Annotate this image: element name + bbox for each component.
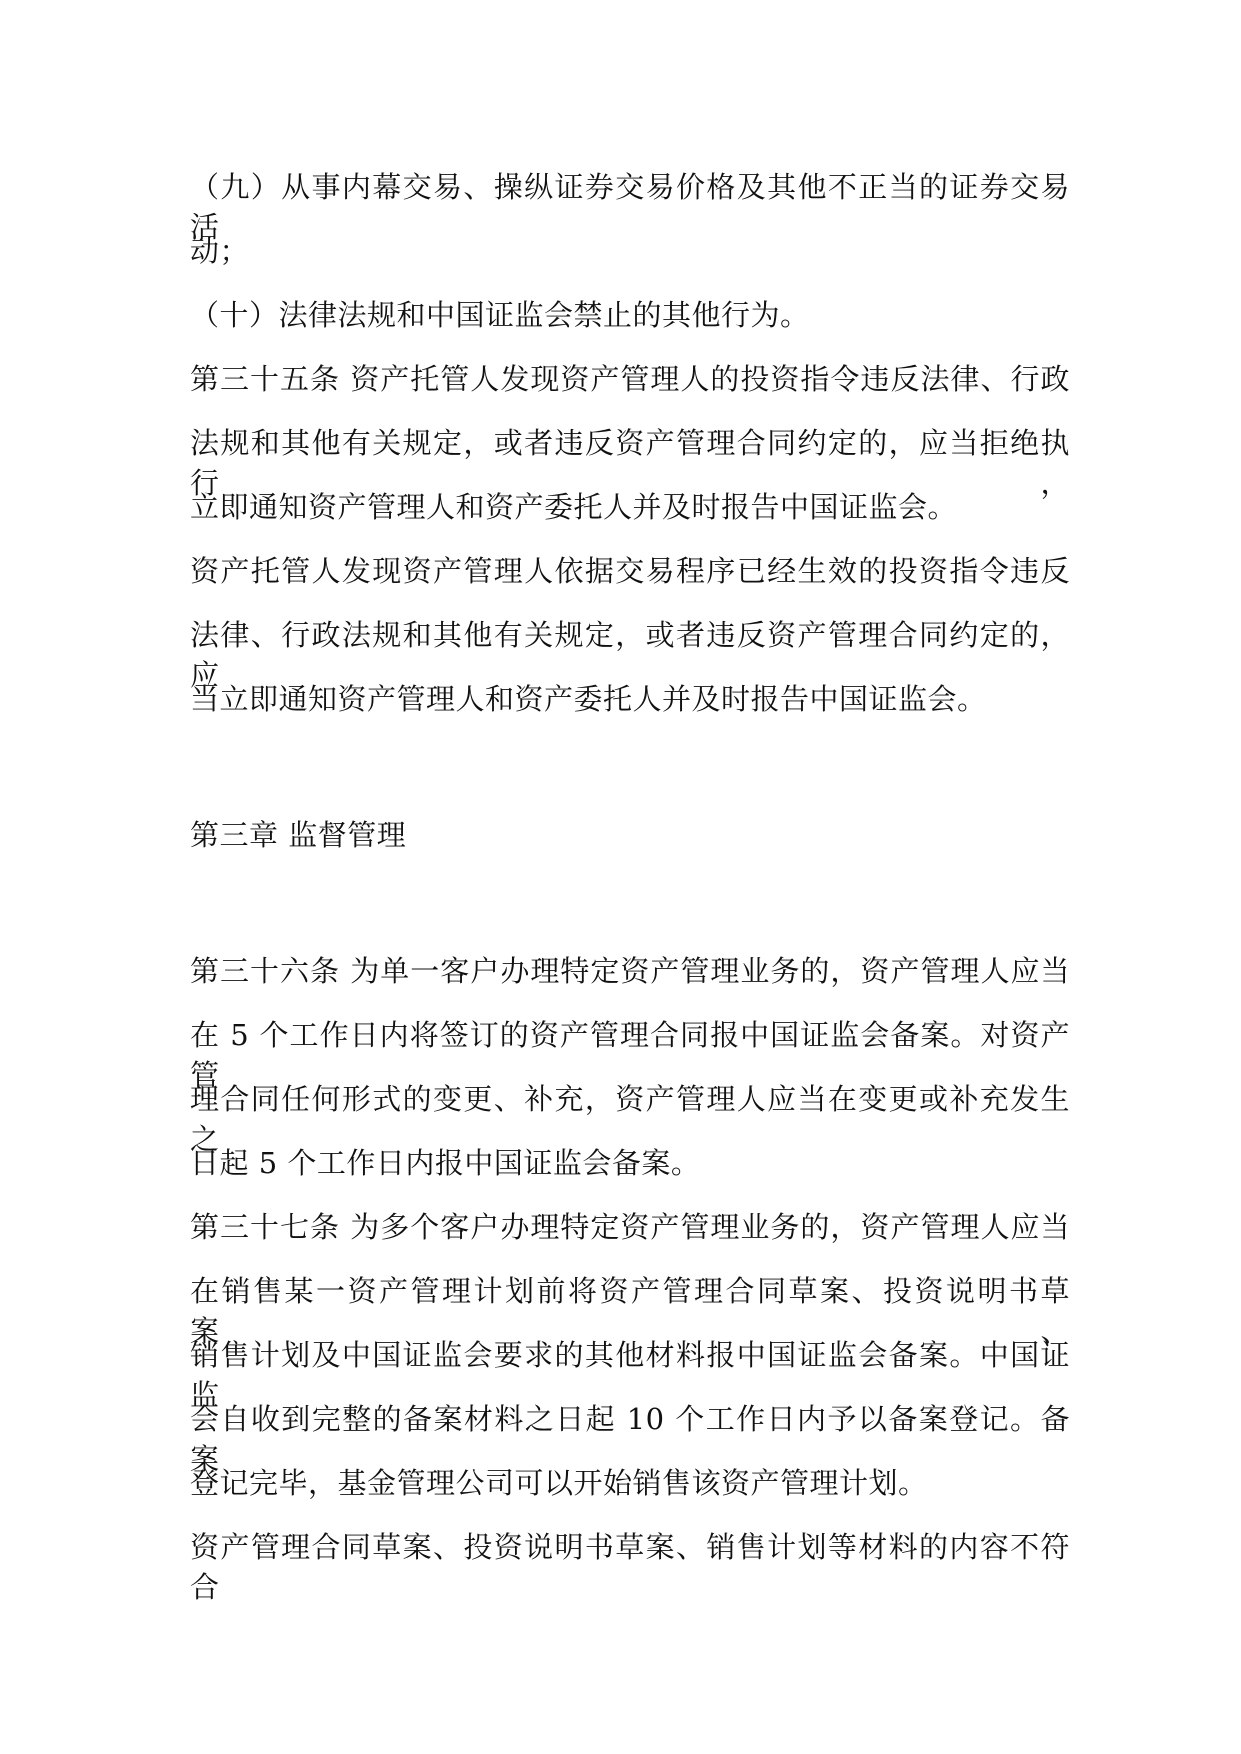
text-line: 资产管理合同草案、投资说明书草案、销售计划等材料的内容不符合	[190, 1530, 1070, 1604]
text-line: 法规和其他有关规定，或者违反资产管理合同约定的，应当拒绝执行，	[190, 426, 1070, 500]
text-line: 动；	[190, 234, 250, 268]
text-line: 第三十七条 为多个客户办理特定资产管理业务的，资产管理人应当	[190, 1210, 1070, 1244]
text-line: 销售计划及中国证监会要求的其他材料报中国证监会备案。中国证监	[190, 1338, 1070, 1412]
text-line: 当立即通知资产管理人和资产委托人并及时报告中国证监会。	[190, 682, 987, 716]
text-line: 第三十五条 资产托管人发现资产管理人的投资指令违反法律、行政	[190, 362, 1070, 396]
text-line: 在 5 个工作日内将签订的资产管理合同报中国证监会备案。对资产管	[190, 1018, 1070, 1092]
text-line: 第三十六条 为单一客户办理特定资产管理业务的，资产管理人应当	[190, 954, 1070, 988]
text-line: 登记完毕，基金管理公司可以开始销售该资产管理计划。	[190, 1466, 928, 1500]
text-line: 会自收到完整的备案材料之日起 10 个工作日内予以备案登记。备案	[190, 1402, 1070, 1476]
text-line: 法律、行政法规和其他有关规定，或者违反资产管理合同约定的，应	[190, 618, 1070, 692]
chapter-heading: 第三章 监督管理	[190, 818, 407, 852]
text-line: （九）从事内幕交易、操纵证券交易价格及其他不正当的证券交易活	[190, 170, 1070, 244]
text-line: 理合同任何形式的变更、补充，资产管理人应当在变更或补充发生之	[190, 1082, 1070, 1156]
text-line: 资产托管人发现资产管理人依据交易程序已经生效的投资指令违反	[190, 554, 1070, 588]
text-line: 日起 5 个工作日内报中国证监会备案。	[190, 1146, 701, 1180]
text-line: 立即通知资产管理人和资产委托人并及时报告中国证监会。	[190, 490, 958, 524]
text-line: 在销售某一资产管理计划前将资产管理合同草案、投资说明书草案、	[190, 1274, 1070, 1348]
text-line: （十）法律法规和中国证监会禁止的其他行为。	[190, 298, 810, 332]
